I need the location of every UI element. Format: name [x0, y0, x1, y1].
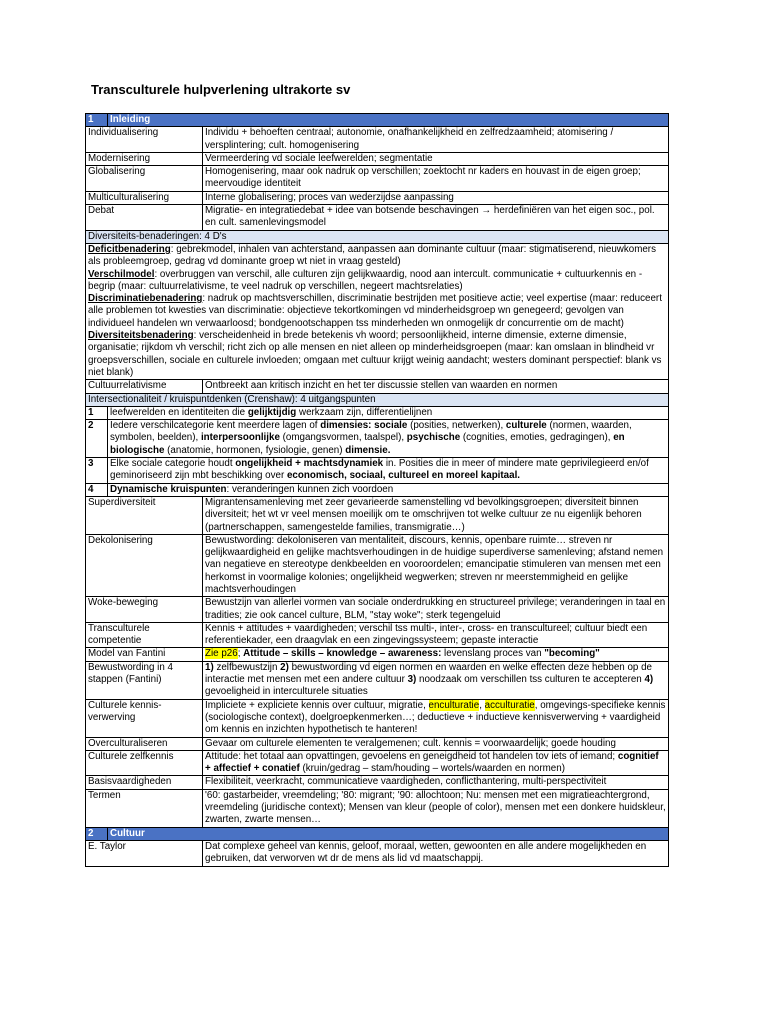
verschil-text: : overbruggen van verschil, alle culturen zijn gelijkwaardig, nood aan intercult. communicatie + cultuurkennis en -begrip (maar: cultuurrelativisme, te veel nadruk op verschillen, negeert machtsrelaties)	[88, 268, 643, 292]
term-cell: Modernisering	[86, 152, 203, 165]
term-cell: Individualisering	[86, 127, 203, 153]
highlight-ref: Zie p26	[205, 648, 238, 660]
subheader-text: Diversiteits-benaderingen: 4 D's	[86, 230, 669, 243]
numbered-row	[86, 458, 669, 484]
table-row	[86, 152, 669, 165]
description-cell: Individu + behoeften centraal; autonomie, onafhankelijkheid en zelfredzaamheid; atomisering / versplintering; cult. homogenisering	[203, 127, 669, 153]
numbered-text: Iedere verschilcategorie kent meerdere lagen of dimensies: sociale (posities, netwerken), culturele (normen, waarden, symbolen, beelden), interpersoonlijke (omgangsvormen, taalspel), psychische (cognities, emoties, gedragingen), en biologische (anatomie, hormonen, fysiologie, genen) dimensie.	[108, 420, 669, 458]
description-cell: Attitude: het totaal aan opvattingen, gevoelens en geneigdheid tot handelen tov iets of iemand; cognitief + affectief + conatief (kruin/gedrag – stam/houding – wortels/waarden en normen)	[203, 750, 669, 776]
numbered-text: leefwerelden en identiteiten die gelijktijdig werkzaam zijn, differentielijnen	[108, 406, 669, 419]
description-cell: Gevaar om culturele elementen te veralgemenen; cult. kennis = voorwaardelijk; goede houding	[203, 737, 669, 750]
table-row-kennis	[86, 699, 669, 737]
numbered-text: Dynamische kruispunten: veranderingen kunnen zich voordoen	[108, 483, 669, 496]
table-row	[86, 496, 669, 534]
term-cell: Termen	[86, 789, 203, 827]
description-cell: Kennis + attitudes + vaardigheden; verschil tss multi-, inter-, cross- en transcultureel; cultuur biedt een referentiekader, een draagvlak en een zingevingssysteem; gepaste interactie	[203, 622, 669, 648]
deficit-paragraph	[88, 244, 666, 269]
term-cell: Multiculturalisering	[86, 191, 203, 204]
verschil-term: Verschilmodel	[88, 268, 155, 280]
description-cell: Bewustzijn van allerlei vormen van sociale onderdrukking en structureel privilege; veranderingen in taal en tradities; zie ook cancel culture, BLM, "stay woke"; sterk tegengeluid	[203, 597, 669, 623]
term-cell: Model van Fantini	[86, 648, 203, 661]
row-number: 3	[86, 458, 108, 484]
term-cell: Culturele kennis-verwerving	[86, 699, 203, 737]
description-cell: Vermeerdering vd sociale leefwerelden; segmentatie	[203, 152, 669, 165]
row-number: 4	[86, 483, 108, 496]
document-title: Transculturele hulpverlening ultrakorte sv	[91, 82, 351, 97]
table-row	[86, 205, 669, 231]
discriminatie-term: Discriminatiebenadering	[88, 293, 203, 305]
table-row	[86, 191, 669, 204]
table-row	[86, 840, 669, 866]
section-header-inleiding	[86, 114, 669, 127]
term-cell: Globalisering	[86, 166, 203, 192]
diversiteit-text: : verscheidenheid in brede betekenis vh woord; persoonlijkheid, interne dimensie, externe dimensie, organisatie; rijkdom vh verschil; richt zich op alle mensen en niet alleen op minderheidsgroepen (maar: kan omslaan in blindheid vr groepsverschillen, sociale en culturele invloeden; omgaan met cultuur krijgt weinig aandacht; westers dominant perspectief: blank vs niet blank)	[88, 330, 662, 378]
summary-table	[85, 113, 669, 867]
section-title: Cultuur	[108, 827, 669, 840]
diversiteit-term: Diversiteitsbenadering	[88, 330, 194, 342]
term-cell: E. Taylor	[86, 840, 203, 866]
table-row	[86, 127, 669, 153]
term-cell: Cultuurrelativisme	[86, 380, 203, 393]
term-cell: Culturele zelfkennis	[86, 750, 203, 776]
term-cell: Debat	[86, 205, 203, 231]
description-cell: Zie p26; Attitude – skills – knowledge – awareness: levenslang proces van "becoming"	[203, 648, 669, 661]
table-row	[86, 597, 669, 623]
term-cell: Woke-beweging	[86, 597, 203, 623]
description-cell: Migratie- en integratiedebat + idee van botsende beschavingen → herdefiniëren van het eigen soc., pol. en cult. samenlevingsmodel	[203, 205, 669, 231]
table-row	[86, 534, 669, 596]
discriminatie-paragraph	[88, 293, 666, 330]
description-cell: Flexibiliteit, veerkracht, communicatieve vaardigheden, conflicthantering, multi-perspectiviteit	[203, 776, 669, 789]
description-cell: '60: gastarbeider, vreemdeling; '80: migrant; '90: allochtoon; Nu: mensen met een migratieachtergrond, vreemdeling (juridische context); Mensen van kleur (people of color), mensen met een donkere huidskleur, zwarten, zwarte mensen…	[203, 789, 669, 827]
table-row-fantini	[86, 648, 669, 661]
numbered-row	[86, 420, 669, 458]
verschil-paragraph	[88, 269, 666, 294]
numbered-row	[86, 483, 669, 496]
description-cell: 1) zelfbewustzijn 2) bewustwording vd eigen normen en waarden en welke effecten deze hebben op de interactie met mensen met een andere cultuur 3) noodzaak om verschillen tss culturen te accepteren 4) gevoeligheid in interculturele situaties	[203, 661, 669, 699]
subheader-text: Intersectionaliteit / kruispuntdenken (Crenshaw): 4 uitgangspunten	[86, 393, 669, 406]
discriminatie-text: : nadruk op machtsverschillen, discriminatie bestrijden met positieve actie; veel expertise (maar: reduceert alle problemen tot kwesties van discriminatie: objectieve tekortkomingen vd minderheidsgroep wn genegeerd; gevolgen van individueel handelen wn verwaarloosd; bondgenootschappen tss minderheden wn onmogelijk dr concurrentie om de macht)	[88, 293, 662, 329]
description-cell: Migrantensamenleving met zeer gevarieerde samenstelling vd bevolkingsgroepen; diversiteit binnen diversiteit; het wt vr veel mensen moeilijk om te omschrijven tot welke cultuur ze nu eigenlijk behoren (partnerschappen, samengestelde families, transmigratie…)	[203, 496, 669, 534]
diversiteit-paragraph	[88, 330, 666, 379]
description-cell: Interne globalisering; proces van wederzijdse aanpassing	[203, 191, 669, 204]
table-row	[86, 166, 669, 192]
section-title: Inleiding	[108, 114, 669, 127]
description-cell: Homogenisering, maar ook nadruk op verschillen; zoektocht nr kaders en houvast in de eigen groep; meervoudige identiteit	[203, 166, 669, 192]
row-number: 1	[86, 406, 108, 419]
table-row-bewustwording	[86, 661, 669, 699]
term-cell: Dekolonisering	[86, 534, 203, 596]
section-header-cultuur	[86, 827, 669, 840]
numbered-text: Elke sociale categorie houdt ongelijkheid + machtsdynamiek in. Posities die in meer of mindere mate geprivilegieerd en/of geminoriseerd zijn mbt beschikking over economisch, sociaal, cultureel en moreel kapitaal.	[108, 458, 669, 484]
highlight-acculturatie: acculturatie	[484, 699, 535, 711]
section-number: 2	[86, 827, 108, 840]
deficit-text: : gebrekmodel, inhalen van achterstand, aanpassen aan dominante cultuur (maar: stigmatiserend, nieuwkomers als probleemgroep, gedrag vd dominante groep wt niet in vraag gesteld)	[88, 243, 656, 268]
term-cell: Transculturele competentie	[86, 622, 203, 648]
term-cell: Basisvaardigheden	[86, 776, 203, 789]
table-row	[86, 737, 669, 750]
subheader-diversiteit	[86, 230, 669, 243]
description-cell: Dat complexe geheel van kennis, geloof, moraal, wetten, gewoonten en alle andere mogelijkheden en gebruiken, dat verworven wt dr de mens als lid vd maatschappij.	[203, 840, 669, 866]
numbered-row	[86, 406, 669, 419]
four-d-cell	[86, 243, 669, 379]
term-cell: Bewustwording in 4 stappen (Fantini)	[86, 661, 203, 699]
table-row	[86, 380, 669, 393]
section-number: 1	[86, 114, 108, 127]
highlight-enculturatie: enculturatie	[428, 699, 480, 711]
subheader-intersectionaliteit	[86, 393, 669, 406]
table-row	[86, 776, 669, 789]
term-cell: Overculturaliseren	[86, 737, 203, 750]
deficit-term: Deficitbenadering	[88, 243, 171, 255]
description-cell: Bewustwording: dekoloniseren van mentaliteit, discours, kennis, openbare ruimte… streven nr gelijkwaardigheid en gelijke machtsverhoudingen in de huidige superdiverse samenleving; afstand nemen van negatieve en stereotype denkbeelden en vooroordelen; emancipatie stimuleren van mensen met een herkomst in voormalige kolonies; ongelijkheid wegwerken; streven nr meerstemmigheid en gelijke machtsverhoudingen	[203, 534, 669, 596]
table-row	[86, 789, 669, 827]
table-row-4d	[86, 243, 669, 379]
term-cell: Superdiversiteit	[86, 496, 203, 534]
table-row	[86, 622, 669, 648]
description-cell: Impliciete + expliciete kennis over cultuur, migratie, enculturatie, acculturatie, omgevings-specifieke kennis (sociologische context), doelgroepkenmerken…; deductieve + inductieve kennisverwerving + vaardigheid om kennis en inzichten hypothetisch te hanteren!	[203, 699, 669, 737]
row-number: 2	[86, 420, 108, 458]
description-cell: Ontbreekt aan kritisch inzicht en het ter discussie stellen van waarden en normen	[203, 380, 669, 393]
table-row-zelfkennis	[86, 750, 669, 776]
